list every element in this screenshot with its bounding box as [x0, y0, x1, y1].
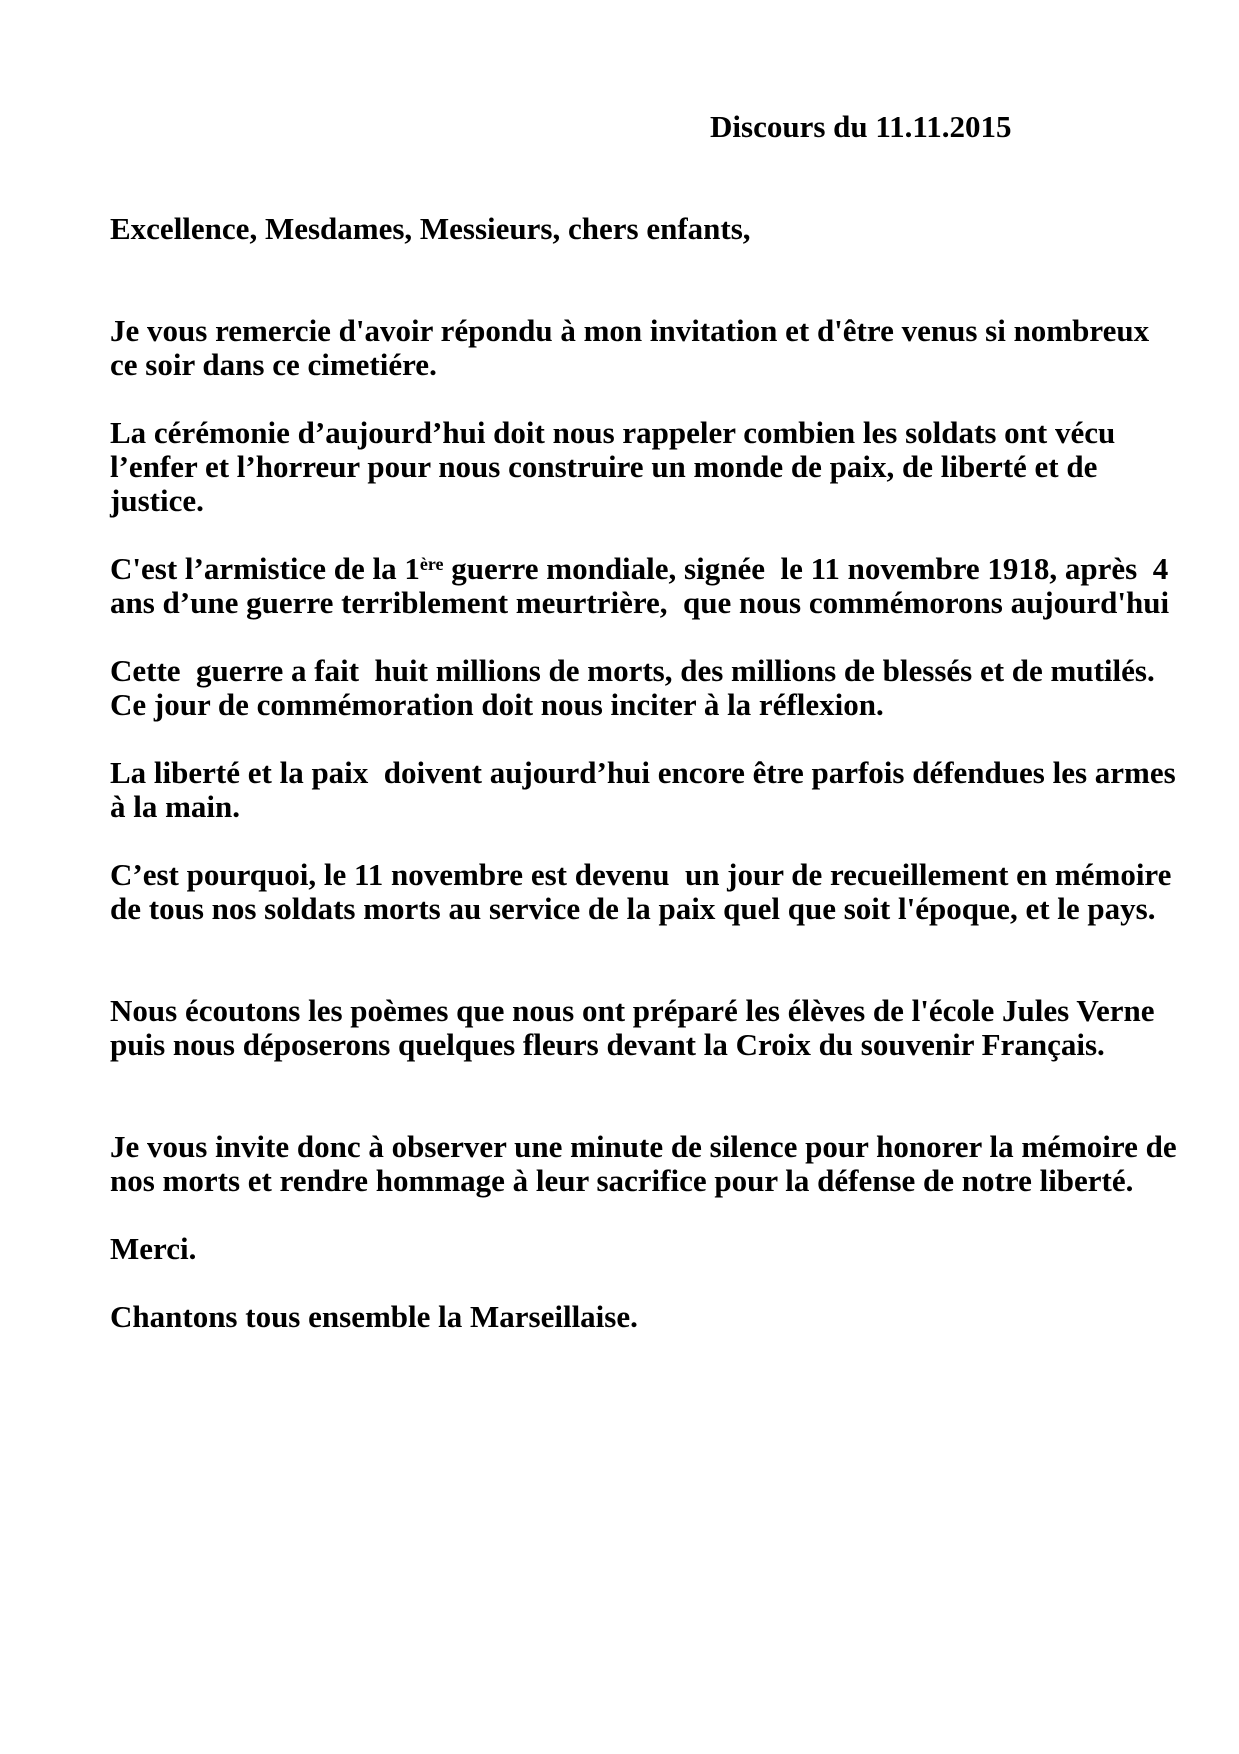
text-line: Merci. — [110, 1231, 197, 1266]
paragraphs — [110, 144, 1177, 1334]
text-line — [110, 722, 1139, 756]
text-line: à la main. — [110, 789, 241, 824]
blank-line — [110, 382, 1139, 416]
text-line — [110, 178, 1139, 212]
blank-line — [110, 1198, 1139, 1232]
text-line: puis nous déposerons quelques fleurs devant la Croix du souvenir Français. — [110, 1027, 1105, 1062]
text-line: justice. — [110, 483, 204, 518]
text-line: Chantons tous ensemble la Marseillaise. — [110, 1299, 638, 1334]
text-line — [110, 246, 1139, 280]
blank-line — [110, 620, 1139, 654]
text-line: Je vous remercie d'avoir répondu à mon invitation et d'être venus si nombreux — [110, 313, 1150, 348]
text-line — [110, 280, 1139, 314]
text-line: C'est l’armistice de la 1ère guerre mondiale, signée le 11 novembre 1918, après 4 — [110, 551, 1169, 586]
blank-line — [110, 1096, 1139, 1130]
blank-line — [110, 1062, 1139, 1096]
superscript-text: ère — [419, 554, 444, 575]
text-line: Ce jour de commémoration doit nous inciter à la réflexion. — [110, 687, 884, 722]
blank-line — [110, 824, 1139, 858]
text-line — [110, 1096, 1139, 1130]
text-line — [110, 960, 1139, 994]
text-line — [110, 382, 1139, 416]
closing-marseillaise — [110, 1300, 1139, 1334]
text-line: Je vous invite donc à observer une minute de silence pour honorer la mémoire de — [110, 1129, 1177, 1164]
text-line — [110, 1266, 1139, 1300]
text-line — [110, 518, 1139, 552]
paragraph-minute-silence — [110, 1129, 1177, 1198]
blank-line — [110, 144, 1139, 178]
text-line: ans d’une guerre terriblement meurtrière, que nous commémorons aujourd'hui — [110, 585, 1170, 620]
text-line — [110, 620, 1139, 654]
merci — [110, 1232, 1139, 1266]
text-line — [110, 926, 1139, 960]
text-line: La liberté et la paix doivent aujourd’hui encore être parfois défendues les armes — [110, 755, 1176, 790]
paragraph-ceremonie — [110, 416, 1139, 518]
text-line: C’est pourquoi, le 11 novembre est devenu un jour de recueillement en mémoire — [110, 857, 1172, 892]
blank-line — [110, 926, 1139, 960]
text-line: Cette guerre a fait huit millions de morts, des millions de blessés et de mutilés. — [110, 653, 1155, 688]
paragraph-liberte — [110, 755, 1176, 824]
text-line — [110, 1198, 1139, 1232]
blank-line — [110, 178, 1139, 212]
text-line: Nous écoutons les poèmes que nous ont préparé les élèves de l'école Jules Verne — [110, 993, 1155, 1028]
text-line — [110, 1062, 1139, 1096]
paragraph-bilan — [110, 653, 1155, 722]
blank-line — [110, 280, 1139, 314]
salutation — [110, 212, 1139, 246]
text-line: Excellence, Mesdames, Messieurs, chers enfants, — [110, 211, 751, 246]
paragraph-armistice — [110, 551, 1170, 620]
blank-line — [110, 1266, 1139, 1300]
text-line: nos morts et rendre hommage à leur sacrifice pour la défense de notre liberté. — [110, 1163, 1134, 1198]
text-line — [110, 824, 1139, 858]
blank-line — [110, 722, 1139, 756]
blank-line — [110, 960, 1139, 994]
document-title: Discours du 11.11.2015 — [710, 109, 1012, 144]
text-line — [110, 144, 1139, 178]
paragraph-recueillement — [110, 857, 1172, 926]
text-line: l’enfer et l’horreur pour nous construire un monde de paix, de liberté et de — [110, 449, 1098, 484]
text-line: La cérémonie d’aujourd’hui doit nous rappeler combien les soldats ont vécu — [110, 415, 1116, 450]
text-line: de tous nos soldats morts au service de la paix quel que soit l'époque, et le pays. — [110, 891, 1156, 926]
blank-line — [110, 518, 1139, 552]
text-line: ce soir dans ce cimetiére. — [110, 347, 437, 382]
paragraph-poemes — [110, 993, 1155, 1062]
blank-line — [110, 246, 1139, 280]
paragraph-remerciement — [110, 313, 1150, 382]
